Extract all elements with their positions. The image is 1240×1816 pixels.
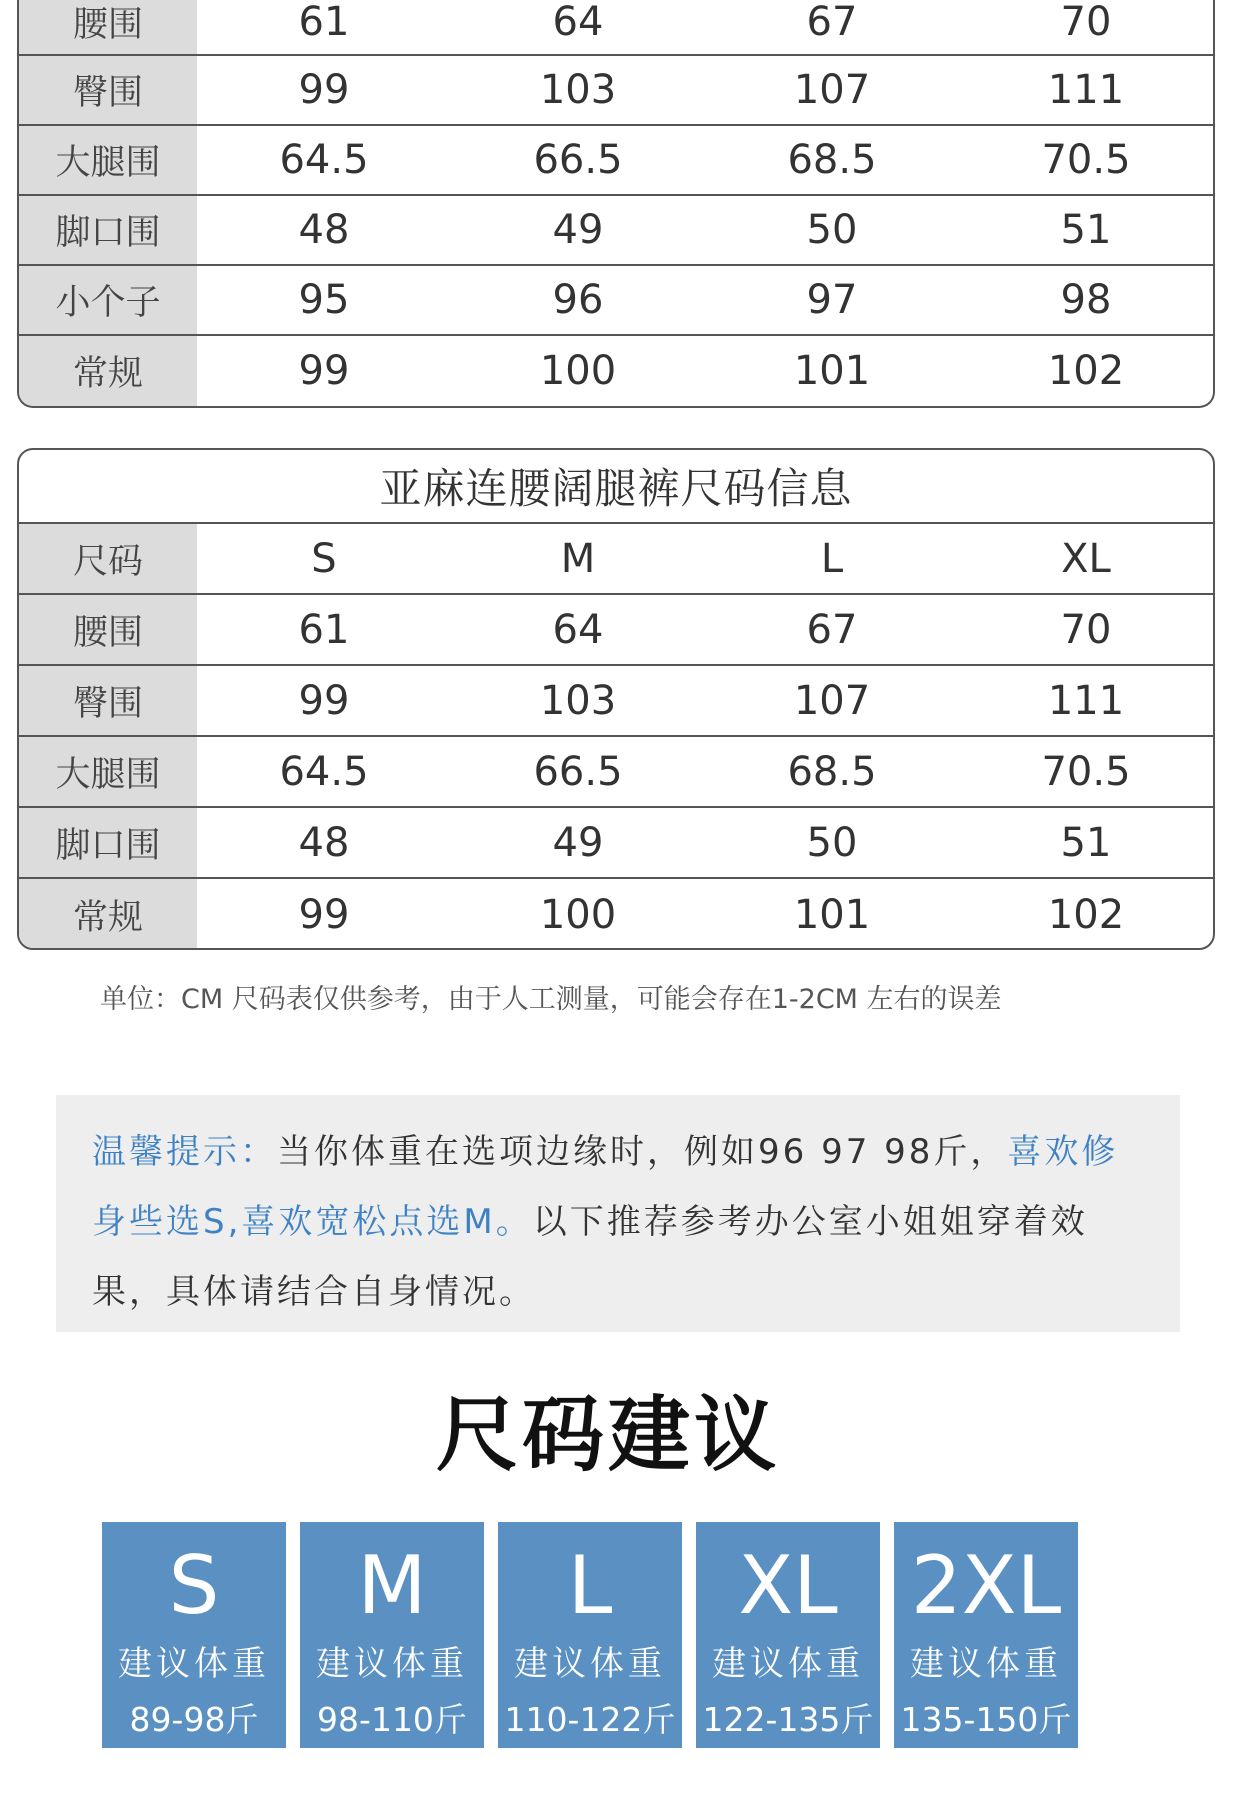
table-cell: 48 — [298, 819, 350, 866]
table-cell: 48 — [298, 207, 350, 253]
row-label: 臀围 — [19, 56, 197, 124]
card-size: M — [357, 1539, 427, 1632]
table-cell: 51 — [1060, 819, 1112, 866]
table-cell: 97 — [806, 277, 858, 323]
table-cell: 49 — [552, 819, 604, 866]
section-title: 尺码建议 — [435, 1388, 780, 1483]
table-row — [19, 666, 1213, 737]
row-label: 常规 — [19, 879, 197, 950]
table-cell: 50 — [806, 207, 858, 253]
size-table-top — [17, 0, 1215, 408]
table-cell: 50 — [806, 819, 858, 866]
table-cell: 70.5 — [1041, 748, 1131, 795]
table-row — [19, 126, 1213, 196]
column-header: S — [311, 535, 337, 582]
tip-highlight: 喜欢修身些选S,喜欢宽松点选M。 — [92, 1132, 1119, 1242]
card-size: 2XL — [910, 1539, 1062, 1632]
size-card-m — [300, 1522, 484, 1748]
card-range: 135-150斤 — [900, 1700, 1072, 1739]
table-cell: 99 — [298, 677, 350, 724]
table-cell: 66.5 — [533, 137, 623, 183]
table-header-row — [19, 524, 1213, 595]
size-card-2xl — [894, 1522, 1078, 1748]
table-cell: 64.5 — [279, 748, 369, 795]
table-row — [19, 0, 1213, 56]
table-cell: 70 — [1060, 606, 1112, 653]
table-cell: 111 — [1047, 677, 1125, 724]
row-label: 腰围 — [19, 0, 197, 54]
card-label: 建议体重 — [712, 1644, 864, 1684]
table-cell: 67 — [806, 0, 858, 45]
column-header: L — [820, 535, 844, 582]
card-range: 89-98斤 — [129, 1700, 259, 1739]
card-range: 122-135斤 — [702, 1700, 874, 1739]
size-card-l — [498, 1522, 682, 1748]
table-cell: 64 — [552, 0, 604, 45]
table-cell: 101 — [793, 891, 871, 938]
table-cell: 100 — [539, 348, 617, 394]
table-row — [19, 595, 1213, 666]
column-header: XL — [1061, 535, 1111, 582]
table-cell: 107 — [793, 677, 871, 724]
table-cell: 64.5 — [279, 137, 369, 183]
tip-label: 温馨提示： — [92, 1132, 277, 1172]
row-label: 尺码 — [19, 524, 197, 593]
row-label: 小个子 — [19, 266, 197, 334]
table-cell: 68.5 — [787, 137, 877, 183]
card-range: 98-110斤 — [317, 1700, 467, 1739]
card-label: 建议体重 — [514, 1644, 666, 1684]
card-size: L — [567, 1539, 613, 1632]
tip-box — [56, 1095, 1180, 1332]
table-cell: 70 — [1060, 0, 1112, 45]
card-label: 建议体重 — [910, 1644, 1062, 1684]
row-label: 脚口围 — [19, 196, 197, 264]
size-table — [17, 448, 1215, 950]
table-row — [19, 56, 1213, 126]
size-card-s — [102, 1522, 286, 1748]
table-cell: 103 — [539, 677, 617, 724]
row-label: 常规 — [19, 336, 197, 406]
card-size: S — [168, 1539, 220, 1632]
table-cell: 67 — [806, 606, 858, 653]
table-cell: 95 — [298, 277, 350, 323]
table-cell: 68.5 — [787, 748, 877, 795]
size-card-xl — [696, 1522, 880, 1748]
table-row — [19, 266, 1213, 336]
table-cell: 102 — [1047, 348, 1125, 394]
table-cell: 96 — [552, 277, 604, 323]
row-label: 腰围 — [19, 595, 197, 664]
table-cell: 61 — [298, 606, 350, 653]
table-cell: 98 — [1060, 277, 1112, 323]
table-cell: 66.5 — [533, 748, 623, 795]
row-label: 大腿围 — [19, 126, 197, 194]
row-label: 臀围 — [19, 666, 197, 735]
size-cards — [102, 1522, 1078, 1748]
table-cell: 49 — [552, 207, 604, 253]
table-row — [19, 336, 1213, 406]
tip-text: 以下推荐参考办公室小姐姐穿着效果，具体请结合自身情况。 — [92, 1202, 1088, 1312]
table-row — [19, 808, 1213, 879]
card-range: 110-122斤 — [504, 1700, 676, 1739]
measurement-note: 单位：CM 尺码表仅供参考，由于人工测量，可能会存在1-2CM 左右的误差 — [100, 984, 1002, 1015]
card-label: 建议体重 — [118, 1644, 270, 1684]
table-cell: 99 — [298, 348, 350, 394]
table-cell: 111 — [1047, 67, 1125, 113]
table-cell: 61 — [298, 0, 350, 45]
table-cell: 99 — [298, 67, 350, 113]
table-cell: 99 — [298, 891, 350, 938]
table-cell: 102 — [1047, 891, 1125, 938]
column-header: M — [560, 535, 596, 582]
table-cell: 107 — [793, 67, 871, 113]
table-cell: 103 — [539, 67, 617, 113]
table-row — [19, 196, 1213, 266]
tip-text: 当你体重在选项边缘时，例如96 97 98斤， — [277, 1132, 1008, 1172]
card-size: XL — [738, 1539, 838, 1632]
table-cell: 51 — [1060, 207, 1112, 253]
card-label: 建议体重 — [316, 1644, 468, 1684]
table-cell: 101 — [793, 348, 871, 394]
row-label: 大腿围 — [19, 737, 197, 806]
row-label: 脚口围 — [19, 808, 197, 877]
table-cell: 64 — [552, 606, 604, 653]
table-cell: 100 — [539, 891, 617, 938]
table-row — [19, 879, 1213, 950]
table-cell: 70.5 — [1041, 137, 1131, 183]
table-row — [19, 737, 1213, 808]
table-title: 亚麻连腰阔腿裤尺码信息 — [19, 450, 1213, 524]
